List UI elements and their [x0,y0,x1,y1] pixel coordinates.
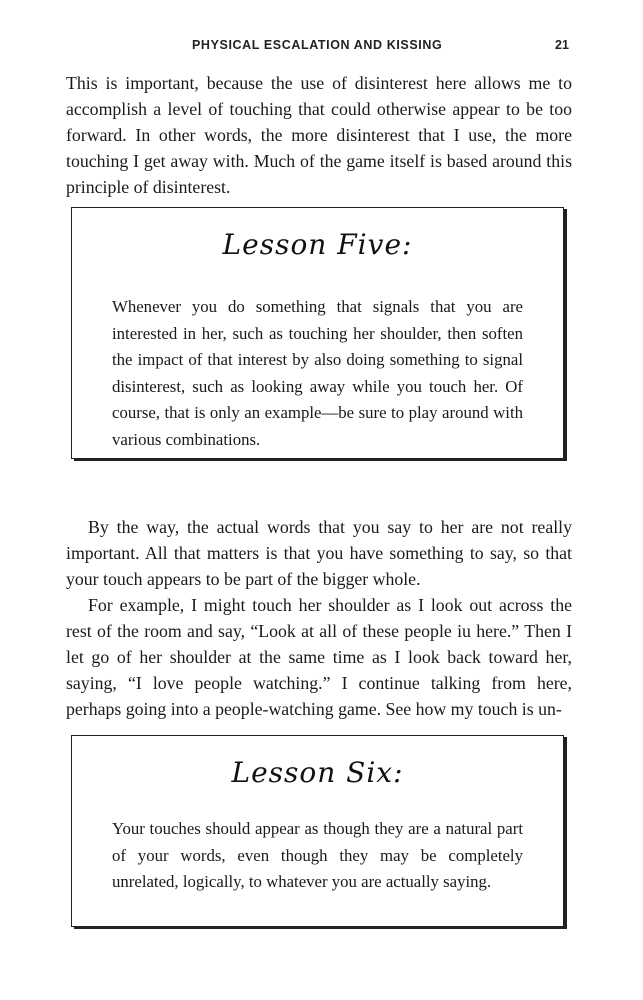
page-number: 21 [555,38,569,52]
lesson-six-text: Your touches should appear as though they are a natural part of your words, even though they may be completely unrelated, logically, to whatever you are actually saying. [112,819,523,891]
running-head [0,38,643,58]
lesson-five-heading: Lesson Five: [222,228,413,261]
body-paragraph-1: This is important, because the use of disinterest here allows me to accomplish a level of touching that could otherwise appear to be too forward. In other words, the more disinterest that I use, the more touching I get away with. Much of the game itself is based around this principle of disinterest. [66,73,572,197]
lesson-six-box [71,735,564,927]
running-title: PHYSICAL ESCALATION AND KISSING [192,38,443,52]
lesson-five-text: Whenever you do something that signals that you are interested in her, such as touching her shoulder, then soften the impact of that interest by also doing something to signal disinterest, such as looking away while you touch her. Of course, that is only an example—be sure to play around with various combinations. [112,297,523,449]
lesson-six-heading: Lesson Six: [231,756,404,789]
body-paragraph-2: By the way, the actual words that you say to her are not really important. All that matters is that you have something to say, so that your touch appears to be part of the bigger whole. [66,517,572,589]
body-paragraph-3: For example, I might touch her shoulder as I look out across the rest of the room and say, “Look at all of these people iu here.” Then I let go of her shoulder at the same time as I look back toward her, saying, “I love people watching.” I continue talking from here, perhaps going into a people-watching game. See how my touch is un- [66,595,572,719]
lesson-five-box [71,207,564,459]
